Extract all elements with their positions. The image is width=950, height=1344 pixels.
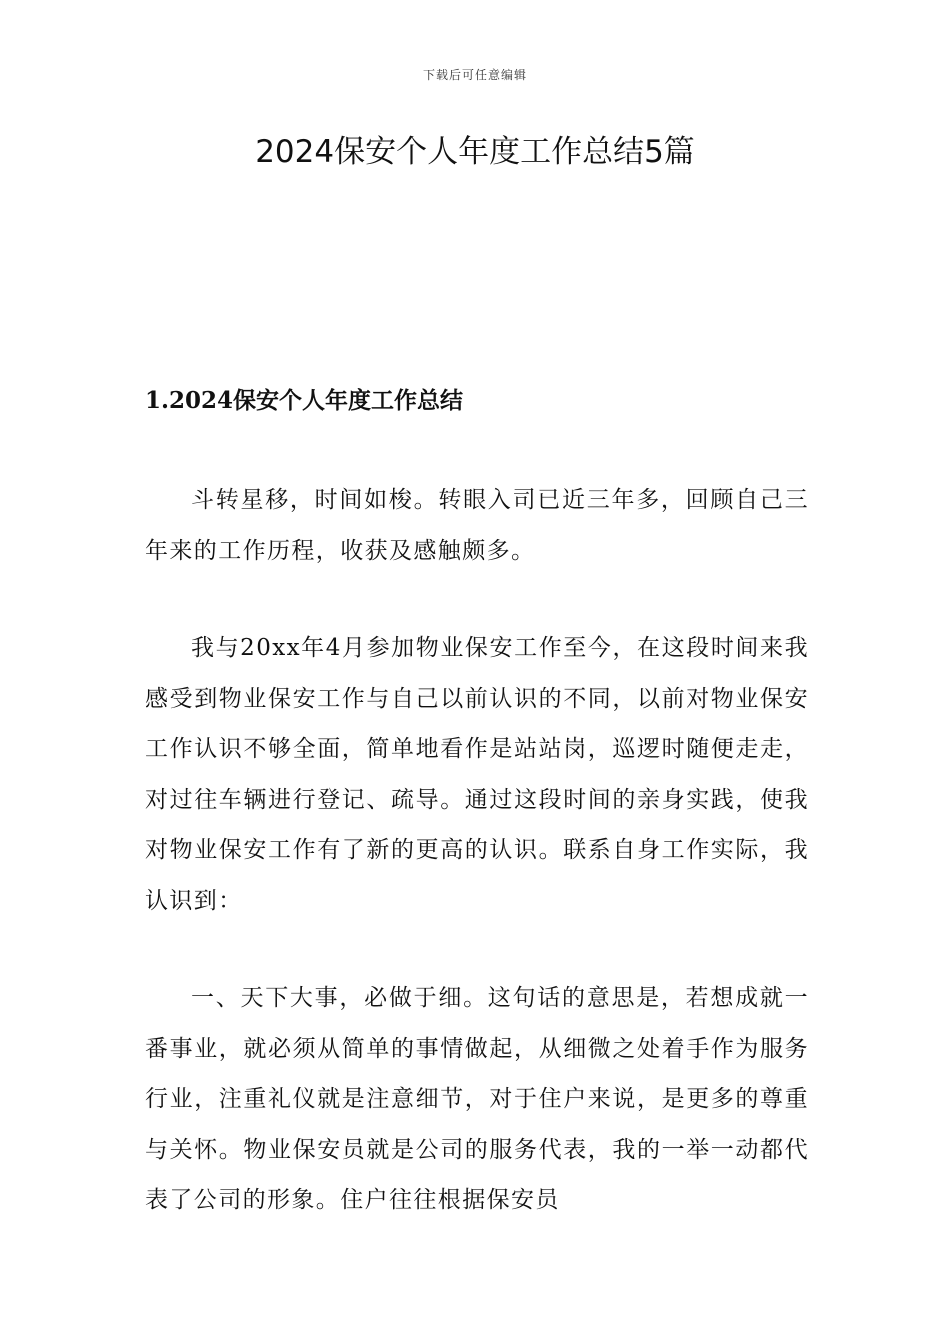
section-heading: 1.2024保安个人年度工作总结 <box>145 387 464 414</box>
header-note: 下载后可任意编辑 <box>422 68 527 82</box>
paragraph-2: 我与20xx年4月参加物业保安工作至今，在这段时间来我感受到物业保安工作与自己以前认识的不同，以前对物业保安工作认识不够全面，简单地看作是站站岗，巡逻时随便走走，对过往车辆进行登记、疏导。通过这段时间的亲身实践，使我对物业保安工作有了新的更高的认识。联系自身工作实际，我认识到： <box>145 635 809 914</box>
document-title: 2024保安个人年度工作总结5篇 <box>255 134 695 170</box>
paragraph-1: 斗转星移，时间如梭。转眼入司已近三年多，回顾自己三年来的工作历程，收获及感触颇多。 <box>145 487 809 564</box>
paragraph-3: 一、天下大事，必做于细。这句话的意思是，若想成就一番事业，就必须从简单的事情做起，从细微之处着手作为服务行业，注重礼仪就是注意细节，对于住户来说，是更多的尊重与关怀。物业保安员就是公司的服务代表，我的一举一动都代表了公司的形象。住户往往根据保安员 <box>145 985 809 1213</box>
